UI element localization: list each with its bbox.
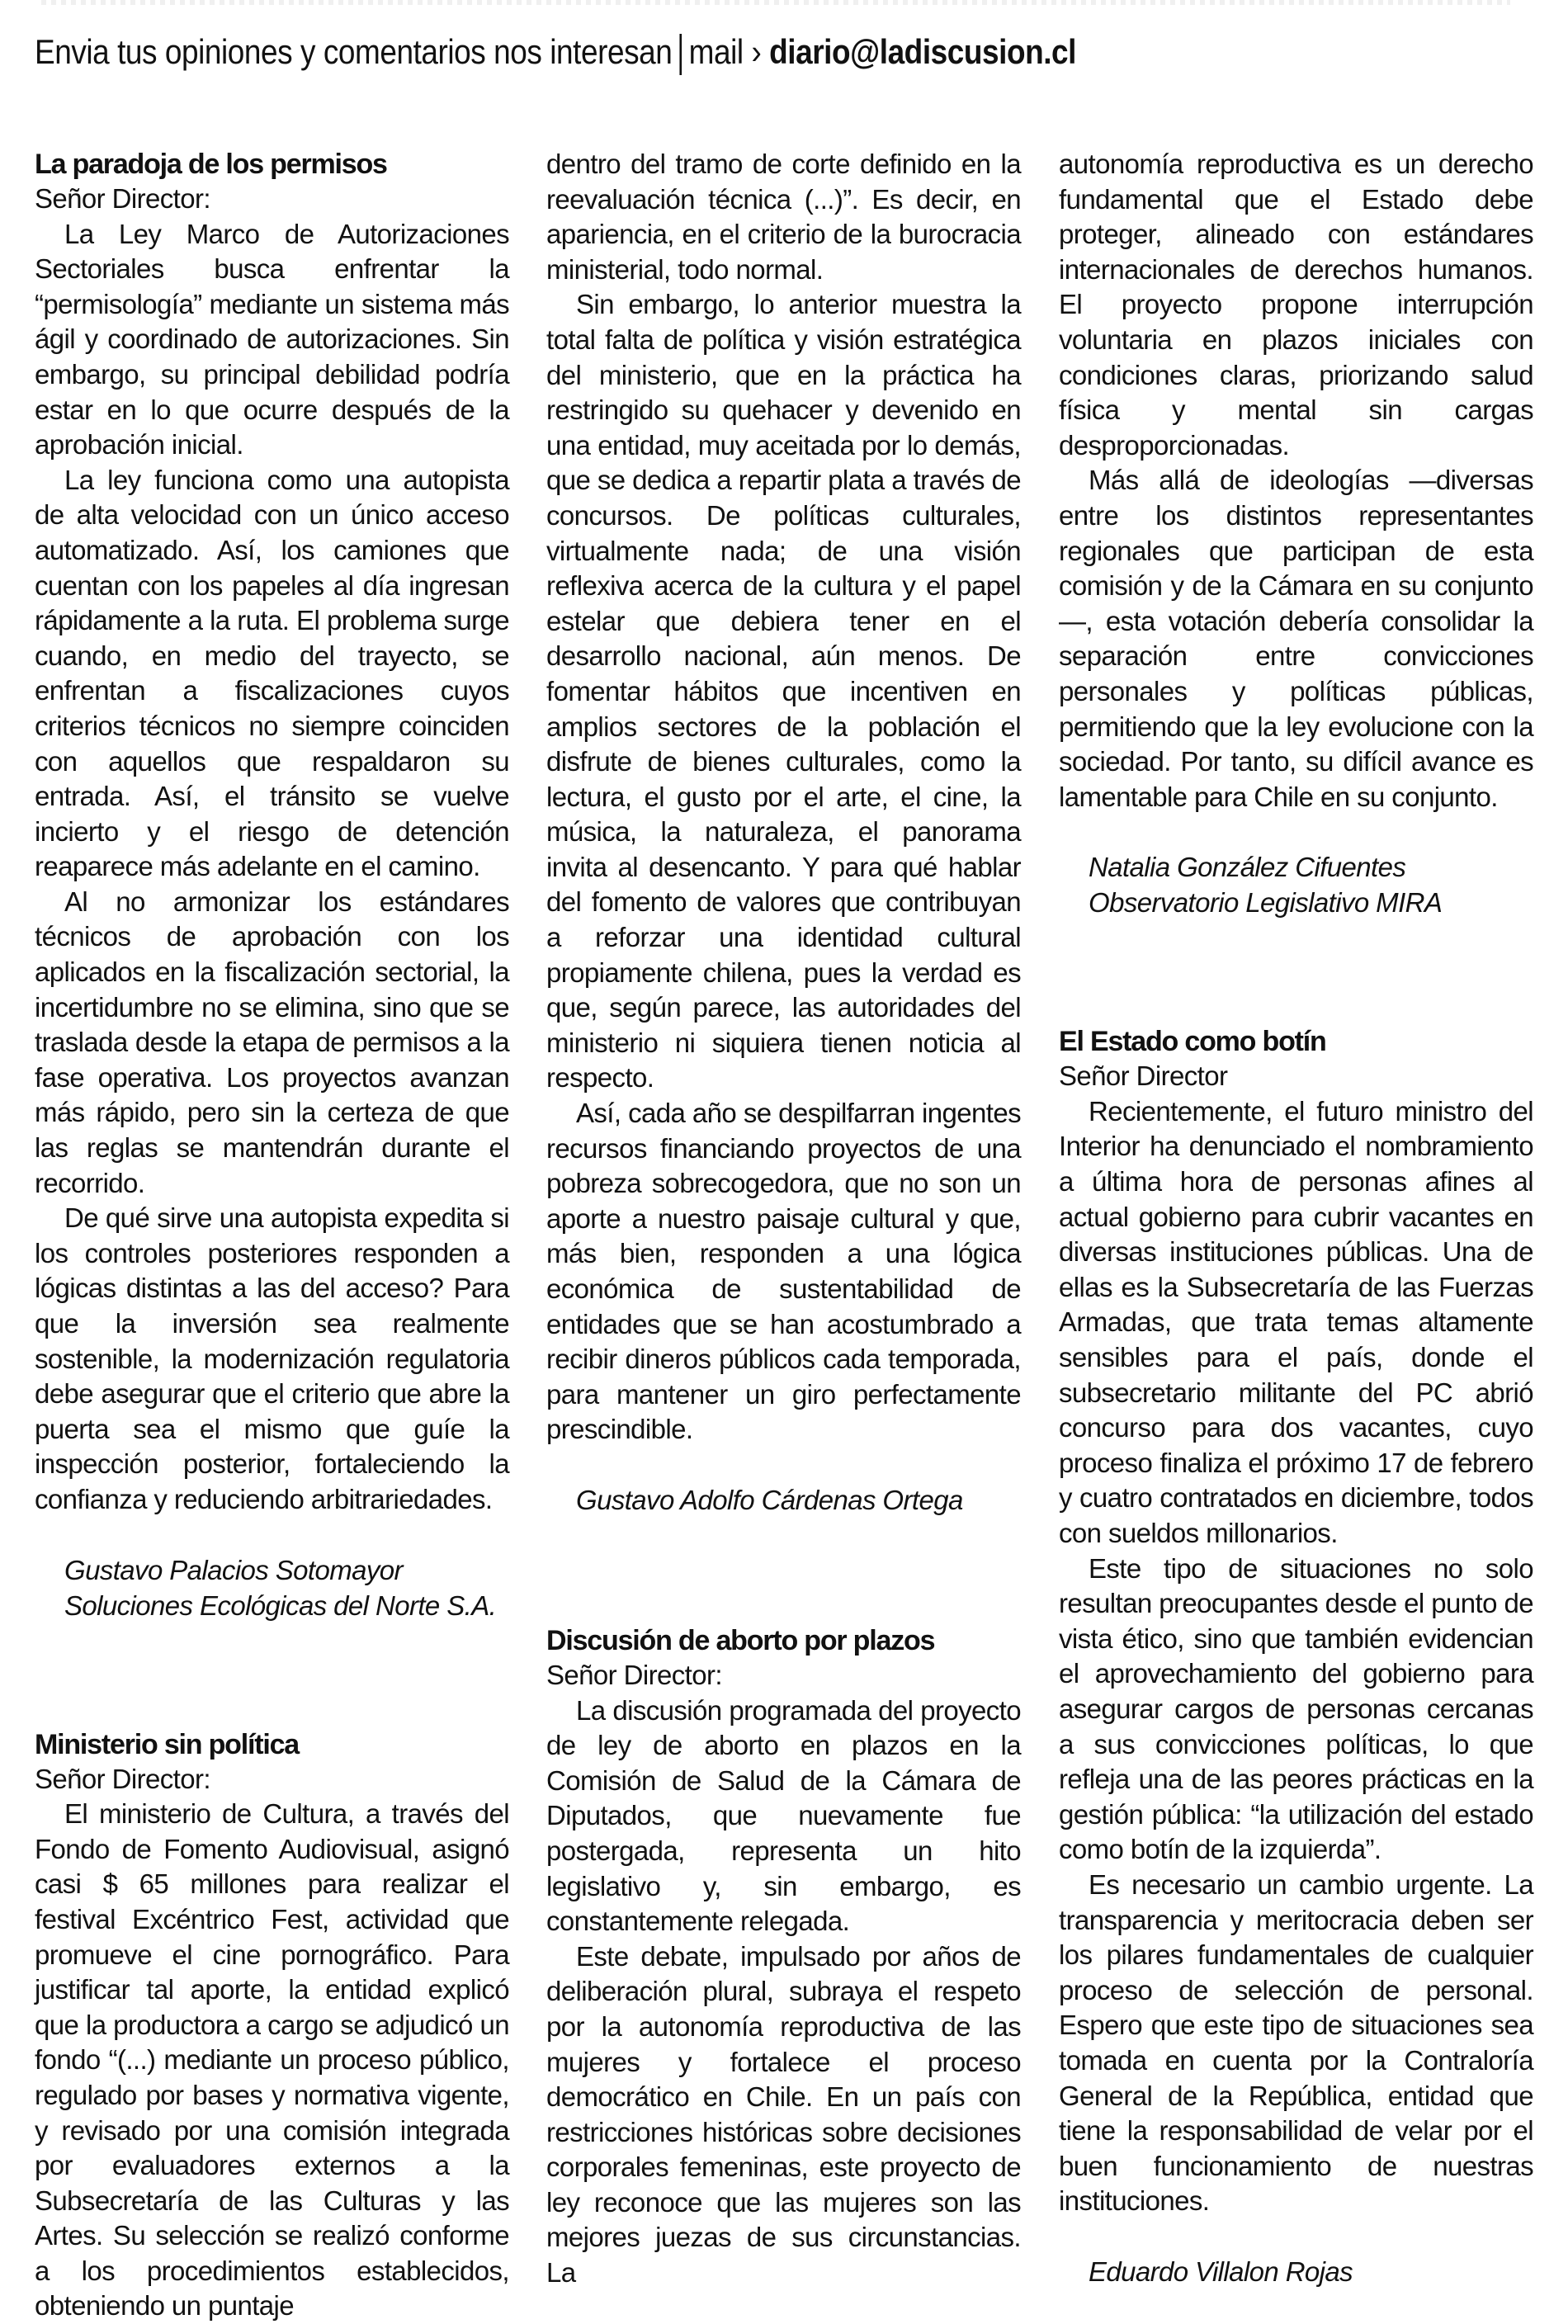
letter-estado-como-botin xyxy=(1059,1024,1533,2289)
letter-paradoja-permisos xyxy=(35,147,509,1623)
mail-link[interactable]: diario@ladiscusion.cl xyxy=(769,32,1077,71)
letter-title: Ministerio sin política xyxy=(35,1728,300,1760)
letter-salutation: Señor Director: xyxy=(546,1659,722,1690)
letter-title: Discusión de aborto por plazos xyxy=(546,1624,935,1656)
letter-paragraph: La ley funciona como una autopista de alta velocidad con un único acceso automatizado. Así, los camiones que cuentan con los papeles al día ingresan rápidamente a la ruta. El problema surge cuando, en medio del trayecto, se enfrentan a fiscalizaciones cuyos criterios técnicos no siempre coinciden con aquellos que respaldaron su entrada. Así, el tránsito se vuelve incierto y el riesgo de detención reaparece más adelante en el camino. xyxy=(35,464,509,882)
banner-text: Envia tus opiniones y comentarios nos interesan xyxy=(35,32,673,71)
letter-signature-name: Eduardo Villalon Rojas xyxy=(1089,2256,1353,2287)
letter-salutation: Señor Director: xyxy=(35,1763,210,1794)
letter-signature-name: Gustavo Adolfo Cárdenas Ortega xyxy=(576,1484,963,1515)
letter-aborto-plazos-cont xyxy=(1059,147,1533,920)
column-3 xyxy=(1059,147,1533,2289)
letter-paragraph: Más allá de ideologías —diversas entre los distintos representantes regionales que participan de esta comisión y de la Cámara en su conjunto—, esta votación debería consolidar la separación entre convicciones personales y políticas públicas, permitiendo que la ley evolucione con la sociedad. Por tanto, su difícil avance es lamentable para Chile en su conjunto. xyxy=(1059,465,1533,812)
letter-salutation: Señor Director: xyxy=(35,183,210,214)
letter-paragraph: La discusión programada del proyecto de ley de aborto en plazos en la Comisión de Salud de la Cámara de Diputados, que nuevamente fue postergada, representa un hito legislativo y, sin embargo, es constantemente relegada. xyxy=(546,1694,1021,1937)
letter-signature-name: Natalia González Cifuentes xyxy=(1089,852,1406,883)
column-2 xyxy=(546,147,1021,2291)
letter-paragraph: Es necesario un cambio urgente. La transparencia y meritocracia deben ser los pilares fundamentales de cualquier proceso de selección de personal. Espero que este tipo de situaciones sea tomada en cuenta por la Contraloría General de la República, entidad que tiene la responsabilidad de velar por el buen funcionamiento de nuestras instituciones. xyxy=(1059,1868,1533,2217)
letter-salutation: Señor Director xyxy=(1059,1060,1228,1092)
letter-title: La paradoja de los permisos xyxy=(35,149,387,180)
letter-paragraph: De qué sirve una autopista expedita si los controles posteriores responden a lógicas distintas a las del acceso? Para que la inversión sea realmente sostenible, la modernización regulatoria debe asegurar que el criterio que abre la puerta sea el mismo que guíe la inspección posterior, fortaleciendo la confianza y reduciendo arbitrariedades. xyxy=(35,1202,509,1514)
letter-paragraph: autonomía reproductiva es un derecho fundamental que el Estado debe proteger, alineado con estándares internacionales de derechos humanos. El proyecto propone interrupción voluntaria en plazos iniciales con condiciones claras, priorizando salud física y mental sin cargas desproporcionadas. xyxy=(1059,149,1533,461)
letter-paragraph: El ministerio de Cultura, a través del Fondo de Fomento Audiovisual, asignó casi $ 65 millones para realizar el festival Excéntrico Fest, actividad que promueve el cine pornográfico. Para justificar tal aporte, la entidad explicó que la productora a cargo se adjudicó un fondo “(...) mediante un proceso público, regulado por bases y normativa vigente, y revisado por una comisión integrada por evaluadores externos a la Subsecretaría de las Culturas y las Artes. Su selección se realizó conforme a los procedimientos establecidos, obteniendo un puntaje xyxy=(35,1798,509,2322)
letter-title: El Estado como botín xyxy=(1059,1026,1326,1058)
letter-paragraph: La Ley Marco de Autorizaciones Sectoriales busca enfrentar la “permisología” mediante un sistema más ágil y coordinado de autorizaciones. Sin embargo, su principal debilidad podría estar en lo que ocurre después de la aprobación inicial. xyxy=(35,218,509,461)
banner-divider xyxy=(679,34,682,75)
letter-signature-org: Observatorio Legislativo MIRA xyxy=(1089,887,1443,919)
letter-ministerio-sin-politica xyxy=(35,1727,509,2324)
letter-signature-name: Gustavo Palacios Sotomayor xyxy=(64,1554,403,1585)
letter-signature-org: Soluciones Ecológicas del Norte S.A. xyxy=(64,1589,497,1621)
letter-ministerio-sin-politica-cont xyxy=(546,147,1021,1518)
mail-label: mail › xyxy=(688,32,762,71)
column-1 xyxy=(35,147,509,2324)
letter-paragraph: Al no armonizar los estándares técnicos de aprobación con los aplicados en la fiscalización sectorial, la incertidumbre no se elimina, sino que se traslada desde la etapa de permisos a la fase operativa. Los proyectos avanzan más rápido, pero sin la certeza de que las reglas se mantendrán durante el recorrido. xyxy=(35,886,509,1198)
contact-banner xyxy=(35,30,1076,75)
letter-aborto-plazos xyxy=(546,1623,1021,2291)
letter-paragraph: dentro del tramo de corte definido en la reevaluación técnica (...)”. Es decir, en apariencia, en el criterio de la burocracia ministerial, todo normal. xyxy=(546,149,1021,285)
letter-paragraph: Sin embargo, lo anterior muestra la total falta de política y visión estratégica del ministerio, que en la práctica ha restringido su quehacer y devenido en una entidad, muy aceitada por lo demás, que se dedica a repartir plata a través de concursos. De políticas culturales, virtualmente nada; de una visión reflexiva acerca de la cultura y el papel estelar que debiera tener en el desarrollo nacional, aún menos. De fomentar hábitos que incentiven en amplios sectores de la población el disfrute de bienes culturales, como la lectura, el gusto por el arte, el cine, la música, la naturaleza, el panorama invita al desencanto. Y para qué hablar del fomento de valores que contribuyan a reforzar una identidad cultural propiamente chilena, pues la verdad es que, según parece, las autoridades del ministerio ni siquiera tienen noticia al respecto. xyxy=(546,289,1021,1094)
letter-paragraph: Recientemente, el futuro ministro del Interior ha denunciado el nombramiento a última hora de personas afines al actual gobierno para cubrir vacantes en diversas instituciones públicas. Una de ellas es la Subsecretaría de las Fuerzas Armadas, que trata temas altamente sensibles para el país, donde el subsecretario militante del PC abrió concurso para dos vacantes, cuyo proceso finaliza el próximo 17 de febrero y cuatro contratados en diciembre, todos con sueldos millonarios. xyxy=(1059,1095,1533,1548)
letter-paragraph: Así, cada año se despilfarran ingentes recursos financiando proyectos de una pobreza sobrecogedora, que no son un aporte a nuestro paisaje cultural y que, más bien, responden a una lógica económica de sustentabilidad de entidades que se han acostumbrado a recibir dineros públicos cada temporada, para mantener un giro perfectamente prescindible. xyxy=(546,1098,1021,1445)
decorative-top-border xyxy=(41,0,1510,5)
letter-paragraph: Este debate, impulsado por años de deliberación plural, subraya el respeto por la autonomía reproductiva de las mujeres y fortalece el proceso democrático en Chile. En un país con restricciones históricas sobre decisiones corporales femeninas, este proyecto de ley reconoce que las mujeres son las mejores juezas de sus circunstancias. La xyxy=(546,1940,1021,2289)
letter-paragraph: Este tipo de situaciones no solo resultan preocupantes desde el punto de vista ético, sino que también evidencian el aprovechamiento del gobierno para asegurar cargos de personas cercanas a sus convicciones políticas, lo que refleja una de las peores prácticas en la gestión pública: “la utilización del estado como botín de la izquierda”. xyxy=(1059,1552,1533,1865)
